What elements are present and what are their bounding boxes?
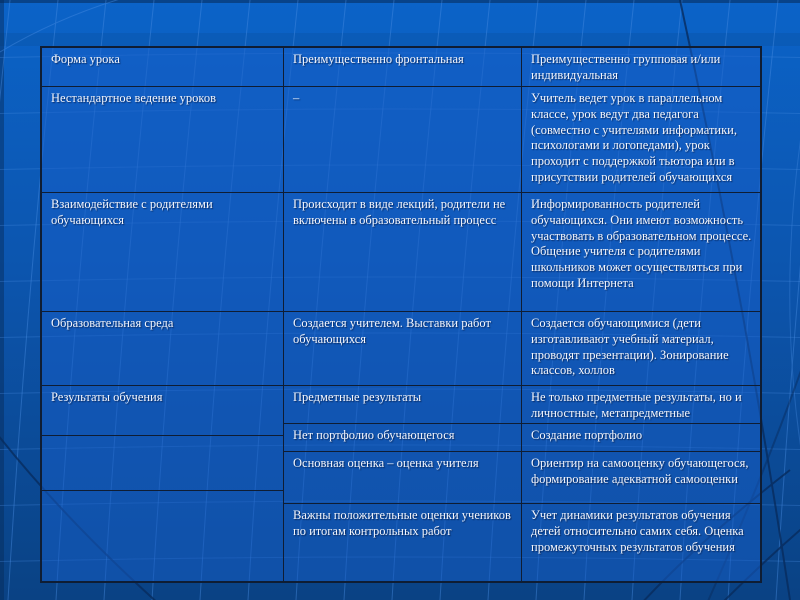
- comparison-table: [40, 46, 762, 583]
- table-cell: Создается учителем. Выставки работ обучающихся: [284, 312, 522, 386]
- table-cell: Форма урока: [42, 48, 284, 87]
- table-cell: Результаты обучения: [42, 386, 284, 436]
- table-cell: Взаимодействие с родителями обучающихся: [42, 193, 284, 312]
- table-cell: –: [284, 87, 522, 193]
- table-cell: Преимущественно фронтальная: [284, 48, 522, 87]
- table-cell: Создается обучающимися (дети изготавливают учебный материал, проводят презентации). Зонирование классов, холлов: [522, 312, 760, 386]
- table-cell: Образовательная среда: [42, 312, 284, 386]
- table-row-educational-environment: [42, 312, 760, 386]
- table-row-nonstandard-lessons: [42, 87, 760, 193]
- table-cell: Преимущественно групповая и/или индивидуальная: [522, 48, 760, 87]
- table-cell: Предметные результаты: [284, 386, 522, 424]
- table-cell: Ориентир на самооценку обучающегося, формирование адекватной самооценки: [522, 452, 760, 504]
- table-cell: Учет динамики результатов обучения детей относительно самих себя. Оценка промежуточных результатов обучения: [522, 504, 760, 581]
- table-cell: Не только предметные результаты, но и личностные, метапредметные: [522, 386, 760, 424]
- table-cell: Нестандартное ведение уроков: [42, 87, 284, 193]
- table-row-parent-interaction: [42, 193, 760, 312]
- table-cell: Нет портфолио обучающегося: [284, 424, 522, 452]
- results-subtable: [284, 386, 760, 581]
- table-cell: Учитель ведет урок в параллельном классе, урок ведут два педагога (совместно с учителями информатики, психологами и логопедами), урок проходит с поддержкой тьютора или в присутствии родителей обучающихся: [522, 87, 760, 193]
- table-cell: Основная оценка – оценка учителя: [284, 452, 522, 504]
- table-cell: [42, 436, 284, 491]
- table-cell: Происходит в виде лекций, родители не включены в образовательный процесс: [284, 193, 522, 312]
- table-row-lesson-form: [42, 48, 760, 87]
- table-cell: [42, 491, 284, 581]
- results-label-column: [42, 386, 284, 581]
- table-cell: Создание портфолио: [522, 424, 760, 452]
- table-section-learning-results: [42, 386, 760, 581]
- table-cell: Важны положительные оценки учеников по итогам контрольных работ: [284, 504, 522, 581]
- table-cell: Информированность родителей обучающихся. Они имеют возможность участвовать в образовательном процессе. Общение учителя с родителями школьников может осуществляться при помощи Интернета: [522, 193, 760, 312]
